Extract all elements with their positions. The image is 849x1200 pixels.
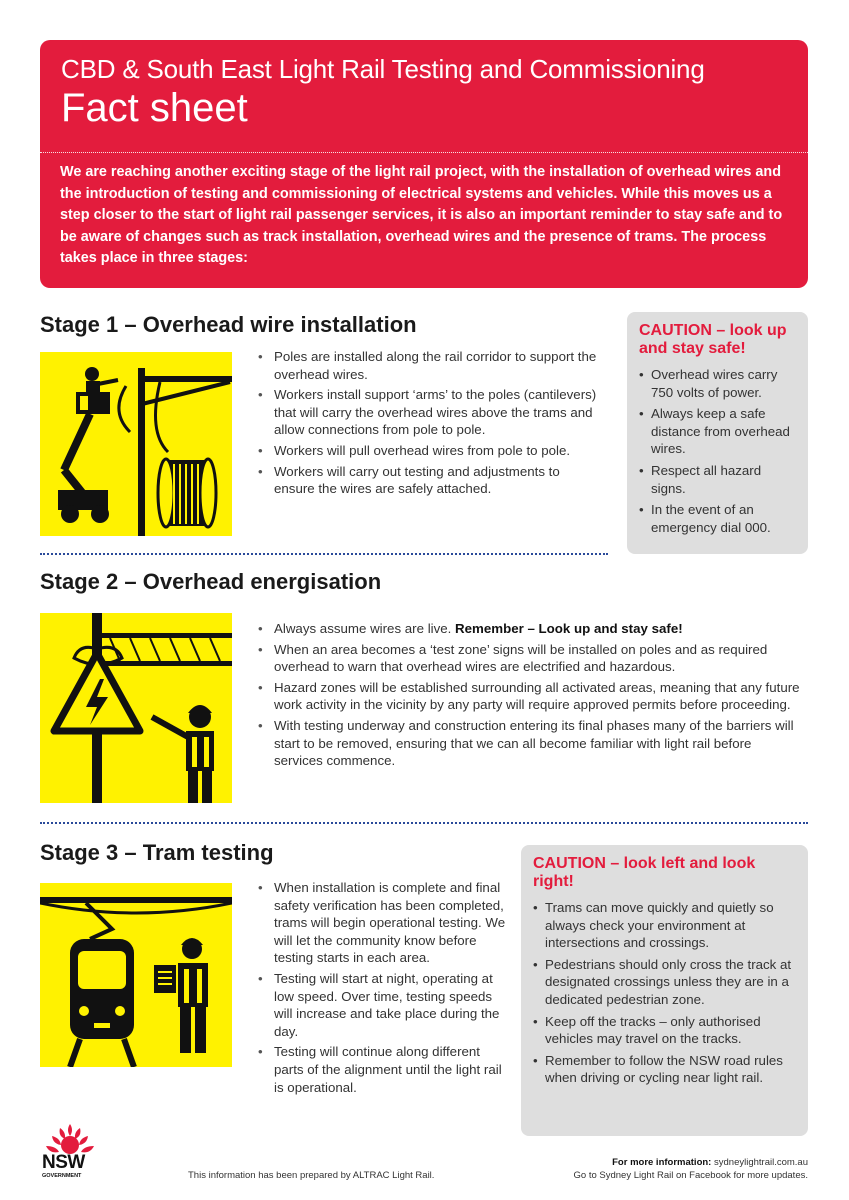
more-info-line [612, 1157, 808, 1168]
list-item: • Always keep a safe distance from overhead wires. [639, 405, 796, 458]
bullet-emphasis: Remember – Look up and stay safe! [455, 621, 683, 636]
list-item: • Overhead wires carry 750 volts of power. [639, 366, 796, 401]
list-item: • Trams can move quickly and quietly so always check your environment at intersections and crossings. [533, 899, 796, 952]
header-divider [40, 152, 808, 153]
list-item: • Hazard zones will be established surrounding all activated areas, meaning that any future work activity in the vicinity by any party will require approved permits before proceeding. [257, 679, 802, 714]
list-item: • When an area becomes a ‘test zone’ signs will be installed on poles and as required overhead to warn that overhead wires are electrified and hazardous. [257, 641, 802, 676]
section-divider [40, 553, 608, 555]
stage3-bullet-list [257, 879, 507, 1099]
list-item: • Workers will pull overhead wires from pole to pole. [257, 442, 602, 460]
list-item: • Keep off the tracks – only authorised vehicles may travel on the tracks. [533, 1013, 796, 1048]
nsw-government-logo [40, 1120, 100, 1182]
list-item: • Pedestrians should only cross the track at designated crossings unless they are in a dedicated pedestrian zone. [533, 956, 796, 1009]
list-item [257, 620, 802, 638]
intro-paragraph: We are reaching another exciting stage of the light rail project, with the installation of overhead wires and the introduction of testing and commissioning of electrical systems and vehicles. While this moves us a step closer to the start of light rail passenger services, it is also an important reminder to stay safe and to be aware of changes such as track installation, overhead wires and the presence of trams. The process takes place in three stages: [60, 164, 783, 266]
list-item: • Respect all hazard signs. [639, 462, 796, 497]
stage2-heading: Stage 2 – Overhead energisation [40, 569, 382, 594]
tram-testing-icon [40, 883, 232, 1067]
list-item: • Testing will continue along different parts of the alignment until the light rail is operational. [257, 1043, 507, 1096]
website-link[interactable]: sydneylightrail.com.au [714, 1157, 808, 1168]
list-item: • When installation is complete and final safety verification has been completed, trams will begin operational testing. We will let the community know before testing starts in each area. [257, 879, 507, 967]
list-item: • Testing will start at night, operating at low speed. Over time, testing speeds will increase and take place during the day. [257, 970, 507, 1040]
stage2-bullet-list [257, 620, 802, 773]
stage3-heading: Stage 3 – Tram testing [40, 840, 274, 865]
header-banner [40, 40, 808, 288]
caution-heading: CAUTION – look up and stay safe! [639, 322, 787, 357]
stage1-bullet-list [257, 348, 602, 501]
bullet-text: Always assume wires are live. [274, 621, 456, 636]
caution-box-tram [521, 845, 808, 1136]
list-item: • Workers will carry out testing and adjustments to ensure the wires are safely attached. [257, 463, 602, 498]
logo-wordmark: NSW [42, 1152, 85, 1173]
facebook-note: Go to Sydney Light Rail on Facebook for more updates. [573, 1170, 808, 1181]
list-item: • In the event of an emergency dial 000. [639, 501, 796, 536]
caution-box-overhead [627, 312, 808, 554]
prepared-by-note: This information has been prepared by ALTRAC Light Rail. [188, 1170, 435, 1181]
caution-heading: CAUTION – look left and look right! [533, 855, 756, 890]
list-item: • Poles are installed along the rail corridor to support the overhead wires. [257, 348, 602, 383]
document-subtitle: CBD & South East Light Rail Testing and Commissioning [61, 54, 705, 84]
document-title: Fact sheet [61, 86, 248, 130]
section-divider [40, 822, 808, 824]
list-item: • Remember to follow the NSW road rules when driving or cycling near light rail. [533, 1052, 796, 1087]
logo-subtext: GOVERNMENT [42, 1173, 82, 1179]
stage1-heading: Stage 1 – Overhead wire installation [40, 312, 417, 337]
list-item: • Workers install support ‘arms’ to the poles (cantilevers) that will carry the overhead wires above the trams and allow connections from pole to pole. [257, 386, 602, 439]
hazard-energised-wires-icon [40, 613, 232, 803]
cherry-picker-worker-icon [40, 352, 232, 536]
more-info-label: For more information: [612, 1157, 712, 1168]
list-item: • With testing underway and construction entering its final phases many of the barriers will start to be removed, ensuring that we can all become familiar with light rail before services commence. [257, 717, 802, 770]
